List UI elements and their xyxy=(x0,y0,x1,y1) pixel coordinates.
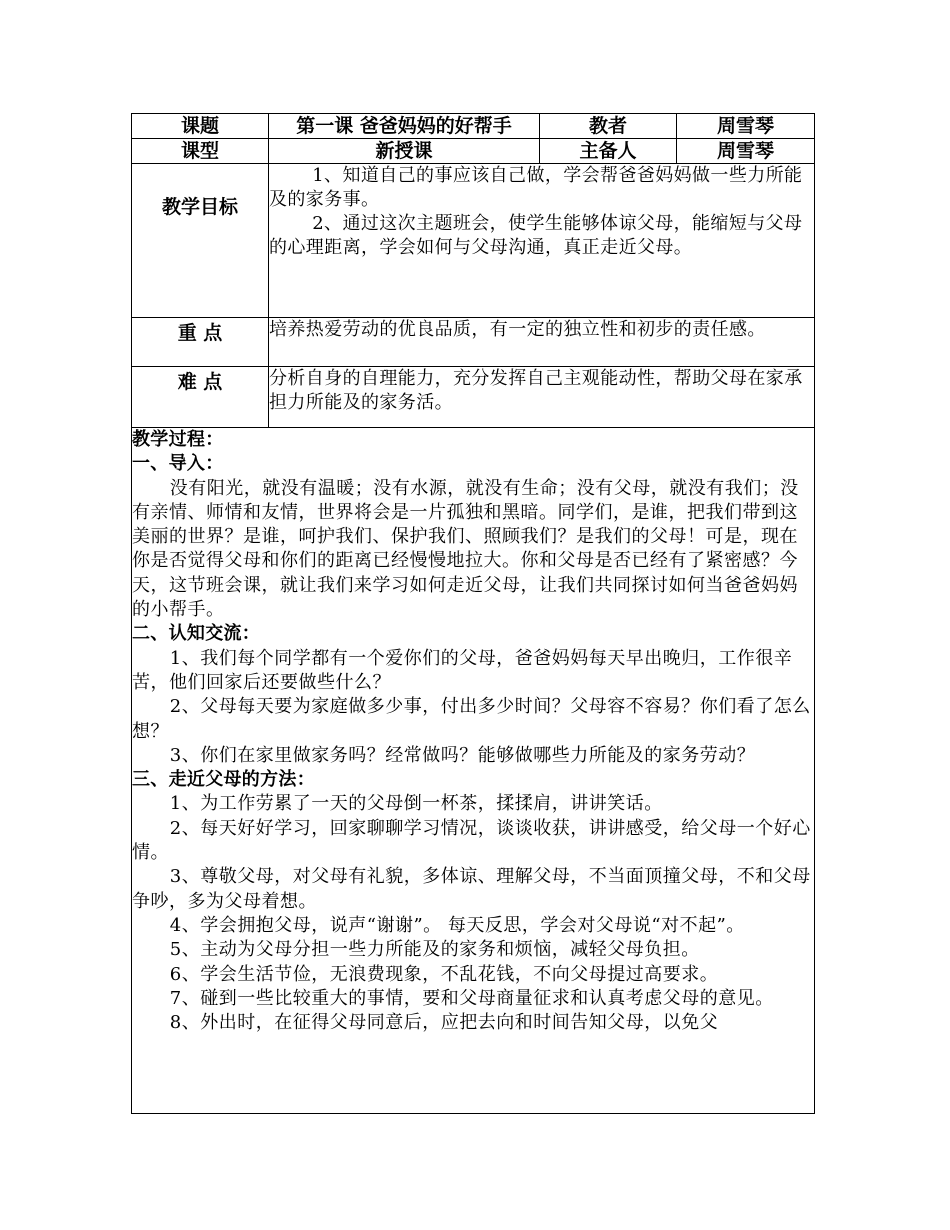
method-item: 5、主动为父母分担一些力所能及的家务和烦恼，减轻父母负担。 xyxy=(169,939,700,961)
objectives-label: 教学目标 xyxy=(132,164,269,318)
objectives-row xyxy=(132,164,815,318)
section-heading: 三、走近父母的方法： xyxy=(132,769,315,791)
objective-item: 1、知道自己的事应该自己做，学会帮爸爸妈妈做一些力所能及的家务事。 xyxy=(269,165,803,210)
difficulty-label: 难 点 xyxy=(132,367,269,428)
section-heading: 二、认知交流： xyxy=(132,623,261,645)
process-row xyxy=(132,428,815,1114)
section-heading: 一、导入： xyxy=(132,453,224,475)
method-item: 1、为工作劳累了一天的父母倒一杯茶，揉揉肩，讲讲笑话。 xyxy=(169,793,663,815)
teaching-process xyxy=(132,428,815,1114)
process-title: 教学过程： xyxy=(132,429,224,450)
teacher-value: 周雪琴 xyxy=(677,114,815,139)
key-point-text: 培养热爱劳动的优良品质，有一定的独立性和初步的责任感。 xyxy=(269,318,815,367)
section-paragraph: 没有阳光，就没有温暖；没有水源，就没有生命；没有父母，就没有我们；没有亲情、师情和友情，世界将会是一片孤独和黑暗。同学们，是谁，把我们带到这美丽的世界？是谁，呵护我们、保护我们、照顾我们？是我们的父母！可是，现在你是否觉得父母和你们的距离已经慢慢地拉大。你和父母是否已经有了紧密感？今天，这节班会课，就让我们来学习如何走近父母，让我们共同探讨如何当爸爸妈妈的小帮手。 xyxy=(132,477,799,621)
method-item: 2、每天好好学习，回家聊聊学习情况，谈谈收获，讲讲感受，给父母一个好心情。 xyxy=(132,817,811,864)
difficulty-text: 分析自身的自理能力，充分发挥自己主观能动性，帮助父母在家承担力所能及的家务活。 xyxy=(269,367,815,428)
section-paragraph: 3、你们在家里做家务吗？经常做吗？能够做哪些力所能及的家务劳动？ xyxy=(169,744,756,766)
key-point-row xyxy=(132,318,815,367)
teacher-label: 教者 xyxy=(540,114,677,139)
section-paragraph: 1、我们每个同学都有一个爱你们的父母，爸爸妈妈每天早出晚归，工作很辛苦，他们回家后还要做些什么？ xyxy=(132,647,793,693)
type-label: 课型 xyxy=(132,139,269,164)
section-paragraph: 2、父母每天要为家庭做多少事，付出多少时间？父母容不容易？你们看了怎么想？ xyxy=(132,696,811,742)
preparer-value: 周雪琴 xyxy=(677,139,815,164)
difficulty-row xyxy=(132,367,815,428)
type-value: 新授课 xyxy=(269,139,540,164)
method-item: 6、学会生活节俭，无浪费现象，不乱花钱，不向父母提过高要求。 xyxy=(169,963,719,985)
objectives-content xyxy=(269,164,815,318)
method-item: 3、尊敬父母，对父母有礼貌，多体谅、理解父母，不当面顶撞父母，不和父母争吵，多为父母着想。 xyxy=(132,866,811,912)
objective-item: 2、通过这次主题班会，使学生能够体谅父母，能缩短与父母的心理距离，学会如何与父母沟通，真正走近父母。 xyxy=(269,213,803,258)
method-item: 4、学会拥抱父母，说声“谢谢”。 每天反思，学会对父母说“对不起”。 xyxy=(169,914,745,936)
key-point-label: 重 点 xyxy=(132,318,269,367)
lesson-plan-table xyxy=(131,113,815,1114)
header-row-2 xyxy=(132,139,815,164)
topic-label: 课题 xyxy=(132,114,269,139)
method-item: 8、外出时，在征得父母同意后，应把去向和时间告知父母，以免父 xyxy=(169,1012,719,1034)
preparer-label: 主备人 xyxy=(540,139,677,164)
method-item: 7、碰到一些比较重大的事情，要和父母商量征求和认真考虑父母的意见。 xyxy=(169,987,774,1009)
topic-value: 第一课 爸爸妈妈的好帮手 xyxy=(269,114,540,139)
header-row-1 xyxy=(132,114,815,139)
